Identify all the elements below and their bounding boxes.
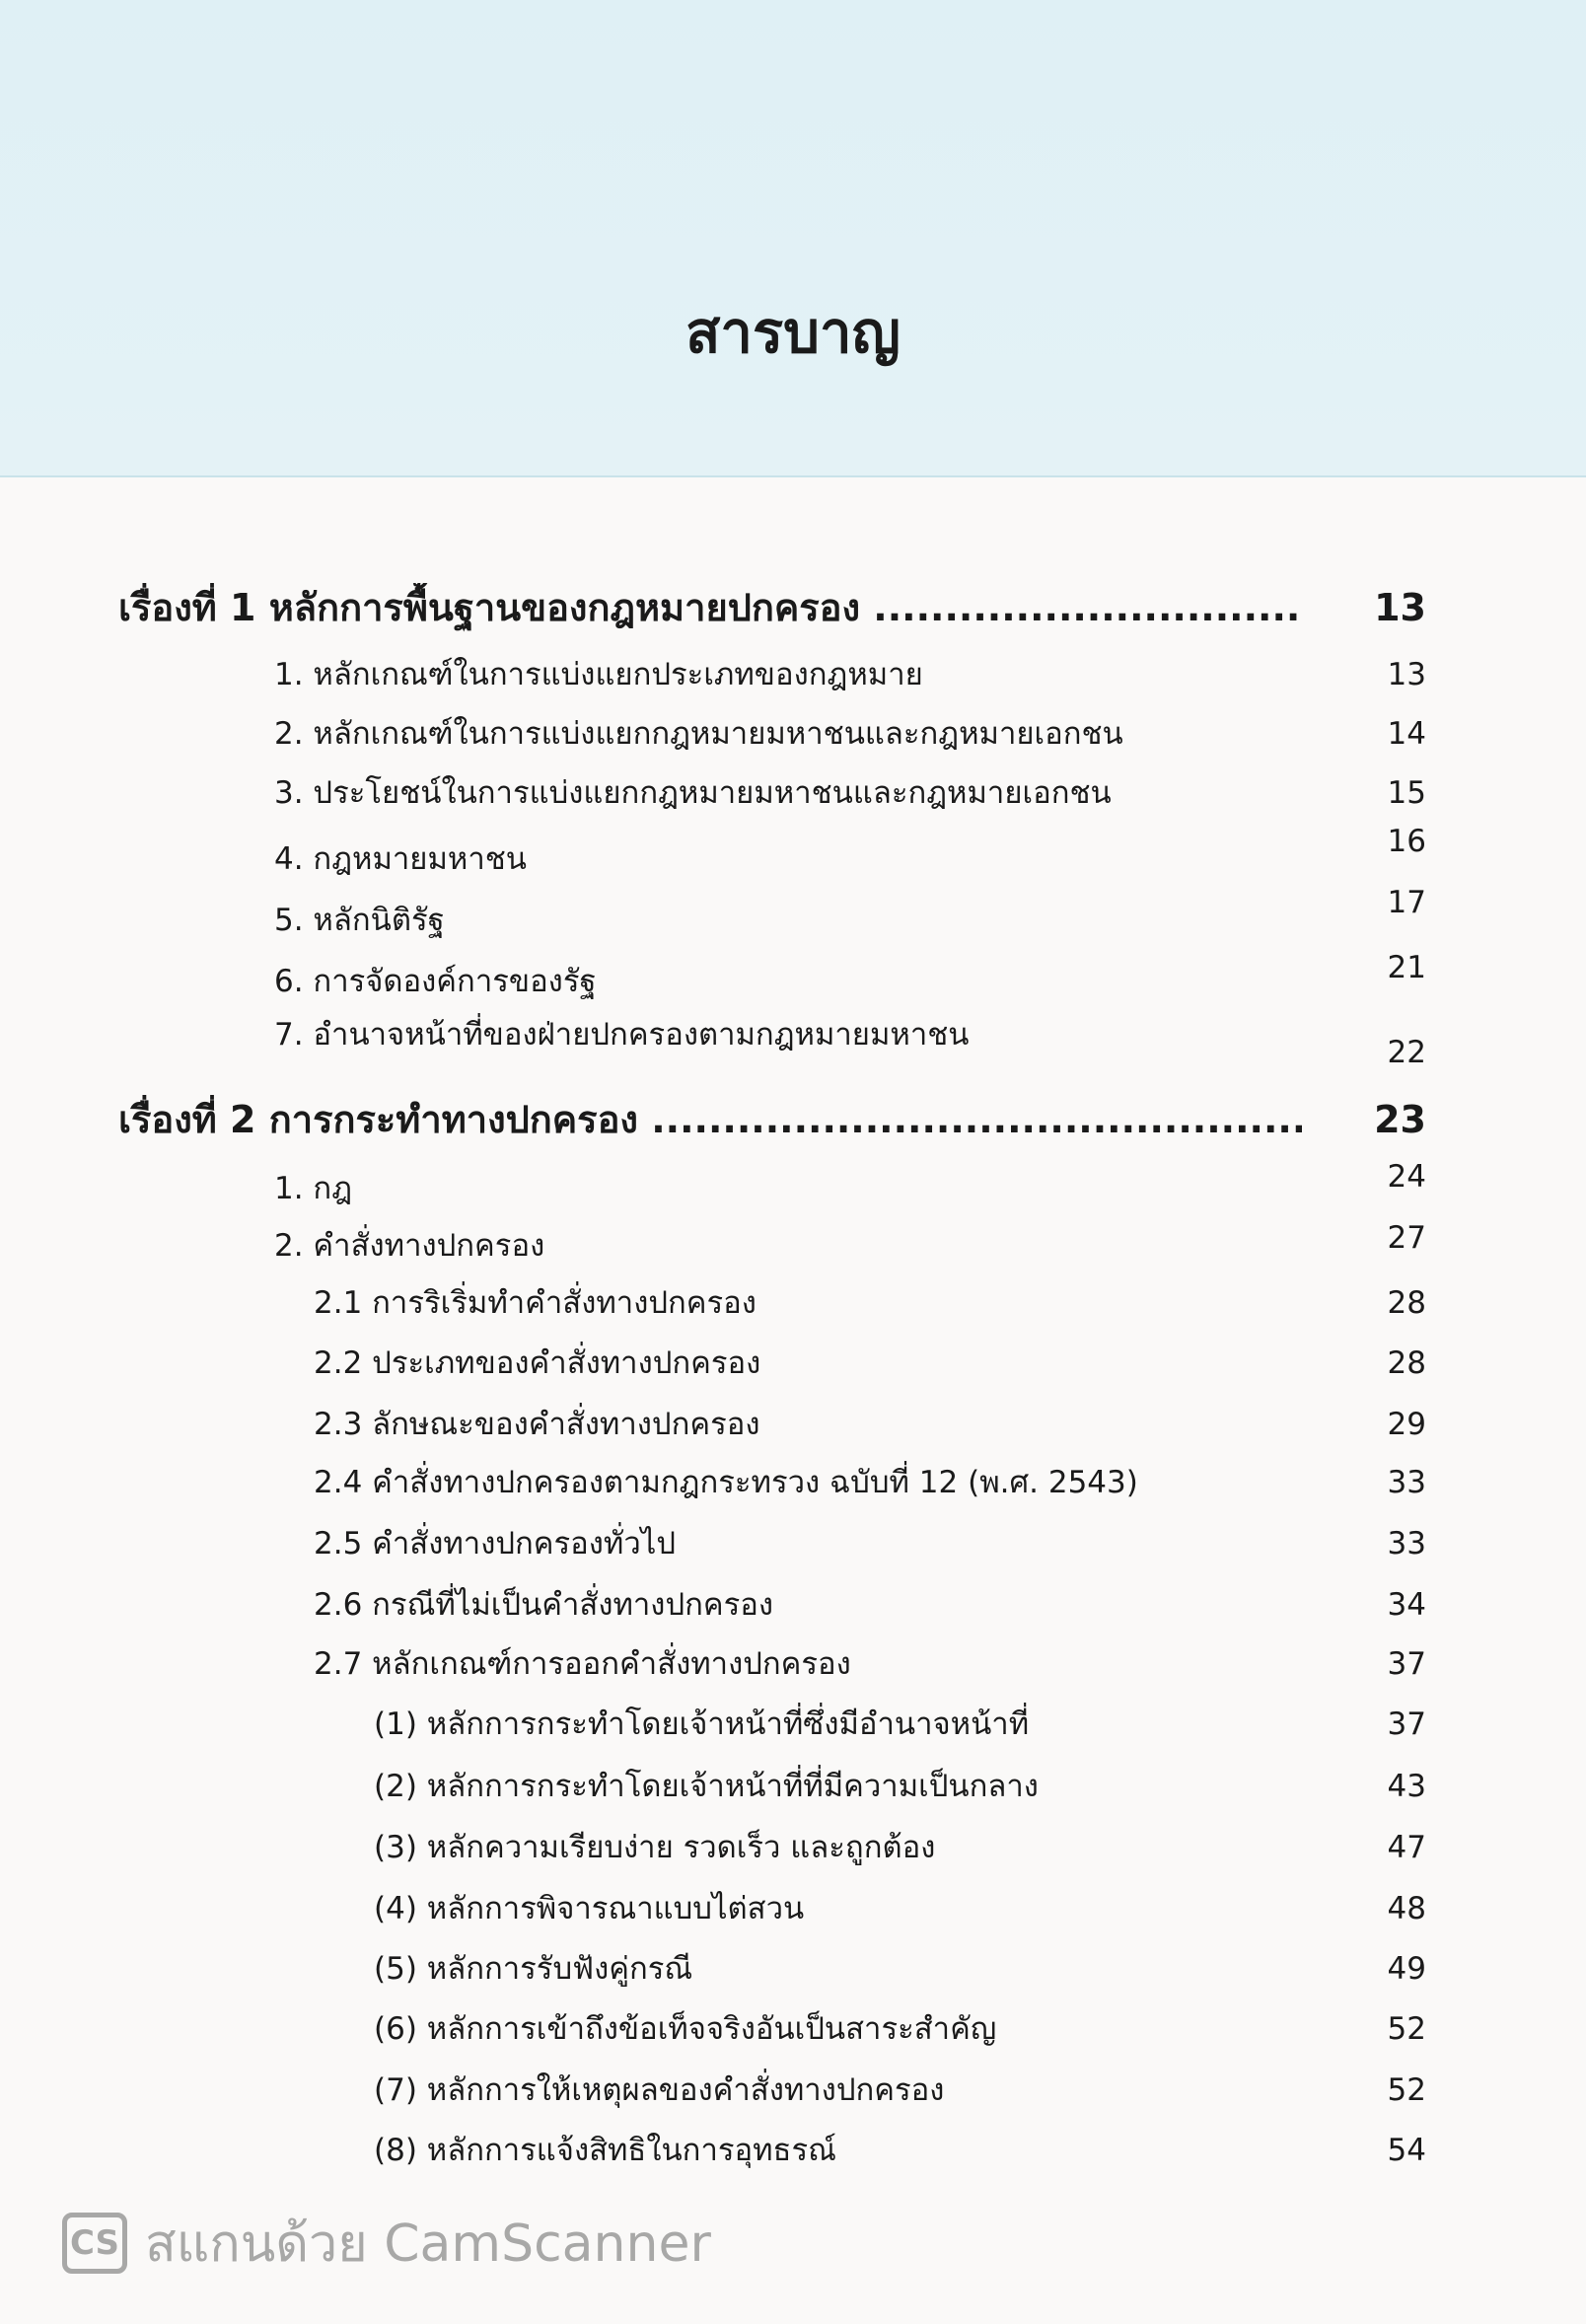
toc-label: 2.2 ประเภทของคำสั่งทางปกครอง	[314, 1345, 761, 1381]
toc-page: 52	[1387, 2072, 1426, 2108]
toc-page: 43	[1387, 1769, 1426, 1804]
toc-label: (1) หลักการกระทำโดยเจ้าหน้าที่ซึ่งมีอำนาจหน้าที่	[374, 1707, 1030, 1742]
toc-label: 1. กฎ	[274, 1171, 353, 1206]
toc-label: 1. หลักเกณฑ์ในการแบ่งแยกประเภทของกฎหมาย	[274, 657, 923, 692]
toc-label: (4) หลักการพิจารณาแบบไต่สวน	[374, 1891, 805, 1926]
toc-page: 28	[1387, 1345, 1426, 1381]
toc-page: 24	[1387, 1159, 1426, 1195]
toc-item	[0, 885, 1586, 945]
toc-item	[0, 1884, 1586, 1933]
toc-item	[0, 1159, 1586, 1213]
toc-label: 2.4 คำสั่งทางปกครองตามกฎกระทรวง ฉบับที่ 12 (พ.ศ. 2543)	[314, 1465, 1138, 1500]
camscanner-logo-icon: CS	[62, 2213, 127, 2274]
toc-item	[0, 1010, 1586, 1070]
toc-page: 17	[1387, 885, 1426, 920]
toc-page: 21	[1387, 950, 1426, 985]
toc-label: 2. คำสั่งทางปกครอง	[274, 1228, 545, 1264]
toc-label: เรื่องที่ 2 การกระทำทางปกครอง .....	[118, 1095, 1302, 1144]
toc-label: 2.7 หลักเกณฑ์การออกคำสั่งทางปกครอง	[314, 1646, 851, 1682]
toc-label: 2.5 คำสั่งทางปกครองทั่วไป	[314, 1526, 677, 1561]
toc-label: 5. หลักนิติรัฐ	[274, 903, 445, 938]
toc-page: 28	[1387, 1285, 1426, 1321]
toc-page: 34	[1387, 1587, 1426, 1623]
toc-label: 2.3 ลักษณะของคำสั่งทางปกครอง	[314, 1407, 760, 1442]
toc-page: 23	[1374, 1098, 1426, 1141]
toc-item	[0, 709, 1586, 759]
toc-page: 16	[1387, 824, 1426, 859]
toc-item	[0, 1221, 1586, 1271]
toc-item	[0, 768, 1586, 818]
toc-label: 3. ประโยชน์ในการแบ่งแยกกฎหมายมหาชนและกฎหมายเอกชน	[274, 775, 1112, 811]
toc-label: (7) หลักการให้เหตุผลของคำสั่งทางปกครอง	[374, 2072, 945, 2108]
toc-item	[0, 1700, 1586, 1749]
toc-item	[0, 1278, 1586, 1328]
toc-page: 52	[1387, 2011, 1426, 2047]
toc-label: (3) หลักความเรียบง่าย รวดเร็ว และถูกต้อง	[374, 1830, 936, 1865]
toc-item	[0, 1339, 1586, 1388]
toc-page: 47	[1387, 1830, 1426, 1865]
toc-page: 54	[1387, 2133, 1426, 2168]
toc-label: 2.6 กรณีที่ไม่เป็นคำสั่งทางปกครอง	[314, 1587, 774, 1623]
toc-page: 48	[1387, 1891, 1426, 1926]
toc-page: 49	[1387, 1951, 1426, 1987]
toc-label: 6. การจัดองค์การของรัฐ	[274, 964, 597, 999]
toc-label: เรื่องที่ 1 หลักการพื้นฐานของกฎหมายปกครอง .....	[118, 583, 1302, 632]
watermark-text: สแกนด้วย CamScanner	[145, 2215, 711, 2274]
page-background-band	[0, 0, 1586, 477]
camscanner-watermark	[62, 2202, 711, 2284]
toc-page: 22	[1387, 1035, 1426, 1070]
toc-item	[0, 1400, 1586, 1449]
toc-item	[0, 2066, 1586, 2115]
toc-item	[0, 2004, 1586, 2054]
toc-label: 2. หลักเกณฑ์ในการแบ่งแยกกฎหมายมหาชนและกฎหมายเอกชน	[274, 716, 1123, 752]
toc-item	[0, 1944, 1586, 1994]
toc-label: (5) หลักการรับฟังคู่กรณี	[374, 1951, 693, 1987]
toc-page: 33	[1387, 1526, 1426, 1561]
toc-chapter	[0, 583, 1586, 632]
toc-chapter	[0, 1095, 1586, 1144]
toc-item	[0, 1519, 1586, 1568]
toc-page: 13	[1374, 586, 1426, 629]
toc-item	[0, 950, 1586, 1006]
toc-item	[0, 1580, 1586, 1630]
toc-page: 15	[1387, 775, 1426, 811]
toc-page: 29	[1387, 1407, 1426, 1442]
toc-page: 13	[1387, 657, 1426, 692]
toc-page: 37	[1387, 1646, 1426, 1682]
toc-label: (8) หลักการแจ้งสิทธิในการอุทธรณ์	[374, 2133, 836, 2168]
toc-page: 37	[1387, 1707, 1426, 1742]
toc-item	[0, 1762, 1586, 1811]
toc-page: 33	[1387, 1465, 1426, 1500]
toc-label: 4. กฎหมายมหาชน	[274, 841, 527, 877]
page-title: สารบาญ	[685, 299, 901, 366]
toc-item	[0, 824, 1586, 884]
toc-item	[0, 650, 1586, 699]
toc-label: (2) หลักการกระทำโดยเจ้าหน้าที่ที่มีความเป็นกลาง	[374, 1769, 1039, 1804]
toc-item	[0, 1823, 1586, 1872]
toc-item	[0, 1639, 1586, 1689]
toc-item	[0, 1458, 1586, 1507]
toc-label: 2.1 การริเริ่มทำคำสั่งทางปกครอง	[314, 1285, 757, 1321]
toc-label: (6) หลักการเข้าถึงข้อเท็จจริงอันเป็นสาระสำคัญ	[374, 2011, 997, 2047]
toc-page: 14	[1387, 716, 1426, 752]
toc-item	[0, 2126, 1586, 2175]
toc-label: 7. อำนาจหน้าที่ของฝ่ายปกครองตามกฎหมายมหาชน	[274, 1017, 970, 1053]
toc-page: 27	[1387, 1220, 1426, 1256]
